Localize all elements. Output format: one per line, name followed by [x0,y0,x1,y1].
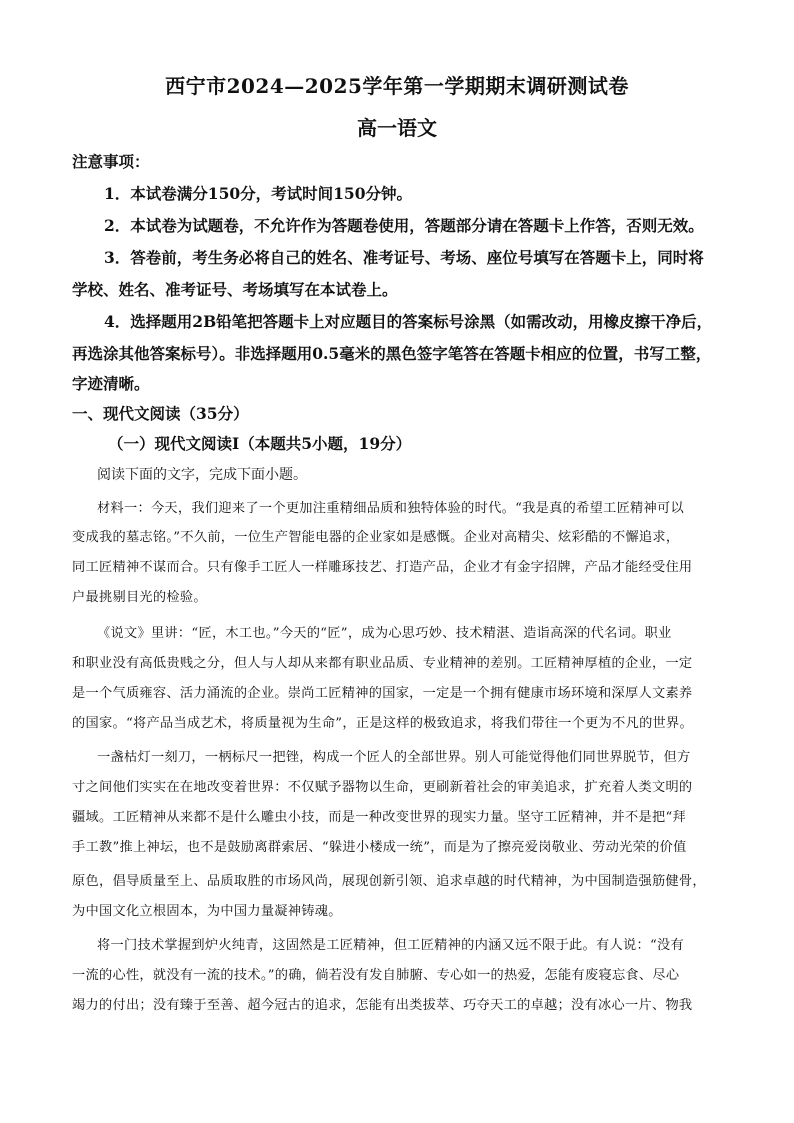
exam-title: 西宁市2024—2025学年第一学期期末调研测试卷 [165,74,629,98]
notice-item: 学校、姓名、准考证号、考场填写在本试卷上。 [72,280,398,299]
notice-item: 字迹清晰。 [72,374,150,393]
notice-item: 再选涂其他答案标号）。非选择题用0.5毫米的黑色签字笔答在答题卡相应的位置，书写工整， [72,344,712,363]
passage-line: 《说文》里讲：“匠，木工也。”今天的“匠”，成为心思巧妙、技术精湛、造诣高深的代名词。职业 [97,626,672,641]
section-heading: 一、现代文阅读（35分） [72,404,249,423]
notice-heading: 注意事项： [72,152,150,171]
passage-line: 是一个气质雍容、活力涌流的企业。崇尚工匠精神的国家，一定是一个拥有健康市场环境和深厚人文素养 [72,686,693,701]
passage-line: 一盏枯灯一刻刀，一柄标尺一把锉，构成一个匠人的全部世界。别人可能觉得他们同世界脱节，但方 [97,750,691,765]
passage-line: 原色，倡导质量至上、品质取胜的市场风尚，展现创新引领、追求卓越的时代精神，为中国制造强筋健骨， [72,874,706,889]
passage-line: 材料一：今天，我们迎来了一个更加注重精细品质和独特体验的时代。“我是真的希望工匠精神可以 [97,501,684,516]
passage-line: 同工匠精神不谋而合。只有像手工匠人一样雕琢技艺、打造产品，企业才有金字招牌，产品才能经受住用 [72,560,693,575]
passage-line: 将一门技术掌握到炉火纯青，这固然是工匠精神，但工匠精神的内涵又远不限于此。有人说：“没有 [97,938,684,953]
passage-line: 户最挑剔目光的检验。 [72,590,207,605]
passage-line: 一流的心性，就没有一流的技术。”的确，倘若没有发自肺腑、专心如一的热爱，怎能有废寝忘食、尽心 [72,968,680,983]
reading-instruction: 阅读下面的文字，完成下面小题。 [97,467,307,483]
passage-line: 寸之间他们实实在在地改变着世界：不仅赋予器物以生命，更刷新着社会的审美追求，扩充着人类文明的 [72,780,693,795]
notice-item: 3．答卷前，考生务必将自己的姓名、准考证号、考场、座位号填写在答题卡上，同时将 [104,248,704,267]
passage-line: 的国家。“将产品当成艺术，将质量视为生命”，正是这样的极致追求，将我们带往一个更为不凡的世界。 [72,716,694,731]
passage-line: 手工教”推上神坛，也不是鼓励离群索居、“躲进小楼成一统”，而是为了擦亮爱岗敬业、劳动光荣的价值 [72,840,687,855]
notice-item: 4．选择题用2B铅笔把答题卡上对应题目的答案标号涂黑（如需改动，用橡皮擦干净后， [104,312,713,331]
passage-line: 为中国文化立根固本，为中国力量凝神铸魂。 [72,904,342,919]
section-sub-heading: （一）现代文阅读Ⅰ（本题共5小题，19分） [108,434,412,453]
notice-item: 2．本试卷为试题卷，不允许作为答题卷使用，答题部分请在答题卡上作答，否则无效。 [104,216,704,235]
notice-item: 1．本试卷满分150分，考试时间150分钟。 [104,184,412,203]
passage-line: 和职业没有高低贵贱之分，但人与人却从来都有职业品质、专业精神的差别。工匠精神厚植的企业，一定 [72,656,693,671]
passage-line: 变成我的墓志铭。”不久前，一位生产智能电器的企业家如是感慨。企业对高精尖、炫彩酷的不懈追求， [72,530,680,545]
passage-line: 竭力的付出；没有臻于至善、超今冠古的追求，怎能有出类拔萃、巧夺天工的卓越；没有冰心一片、物我 [72,998,693,1013]
passage-line: 疆域。工匠精神从来都不是什么雕虫小技，而是一种改变世界的现实力量。坚守工匠精神，并不是把“拜 [72,810,686,825]
exam-subject: 高一语文 [357,116,437,140]
